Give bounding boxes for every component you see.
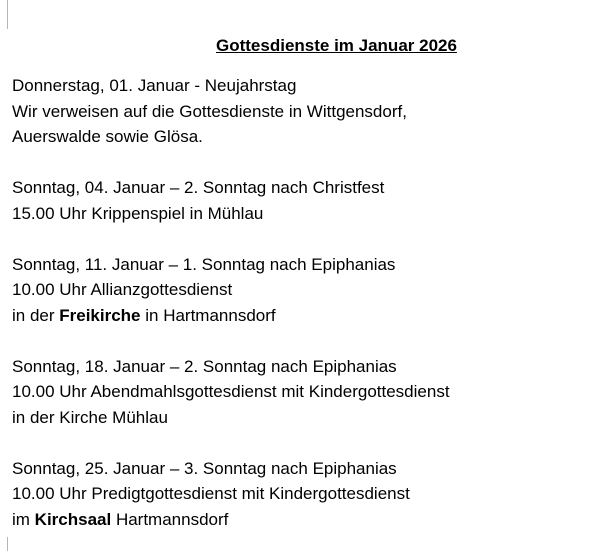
- service-entry-04-januar: [12, 175, 602, 226]
- entry-detail-line: 10.00 Uhr Abendmahlsgottesdienst mit Kindergottesdienst: [12, 382, 450, 401]
- location-prefix: in der: [12, 305, 60, 325]
- entry-location-line: [12, 303, 602, 329]
- service-entry-11-januar: [12, 252, 602, 329]
- location-emphasis: Kirchsaal: [34, 509, 112, 529]
- entry-detail-line: 15.00 Uhr Krippenspiel in Mühlau: [12, 203, 264, 223]
- entry-date-line: Sonntag, 11. Januar – 1. Sonntag nach Epiphanias: [12, 254, 396, 274]
- entry-location-line: [12, 507, 602, 533]
- document-page: [12, 34, 602, 558]
- entry-date-line: Sonntag, 04. Januar – 2. Sonntag nach Christfest: [12, 178, 385, 197]
- location-prefix: im: [12, 509, 35, 529]
- service-entry-18-januar: [12, 354, 602, 431]
- entry-detail-line: 10.00 Uhr Allianzgottesdienst: [12, 280, 233, 299]
- entry-date-line: Donnerstag, 01. Januar - Neujahrstag: [12, 76, 297, 95]
- entry-detail-line: 10.00 Uhr Predigtgottesdienst mit Kindergottesdienst: [12, 484, 410, 503]
- entry-location-line: in der Kirche Mühlau: [12, 407, 168, 427]
- document-title: Gottesdienste im Januar 2026: [216, 36, 457, 55]
- location-suffix: Hartmannsdorf: [111, 509, 229, 529]
- location-emphasis: Freikirche: [59, 305, 141, 325]
- page-corner-mark-top: [0, 0, 8, 29]
- service-entry-neujahrstag: [12, 73, 602, 150]
- page-corner-mark-bottom: [0, 537, 8, 551]
- entry-detail-line: Wir verweisen auf die Gottesdienste in Wittgensdorf,: [12, 101, 407, 121]
- entry-detail-line: Auerswalde sowie Glösa.: [12, 127, 203, 146]
- service-entry-25-januar: [12, 456, 602, 533]
- entry-date-line: Sonntag, 25. Januar – 3. Sonntag nach Epiphanias: [12, 458, 397, 478]
- entry-date-line: Sonntag, 18. Januar – 2. Sonntag nach Epiphanias: [12, 356, 397, 376]
- location-suffix: in Hartmannsdorf: [140, 305, 276, 325]
